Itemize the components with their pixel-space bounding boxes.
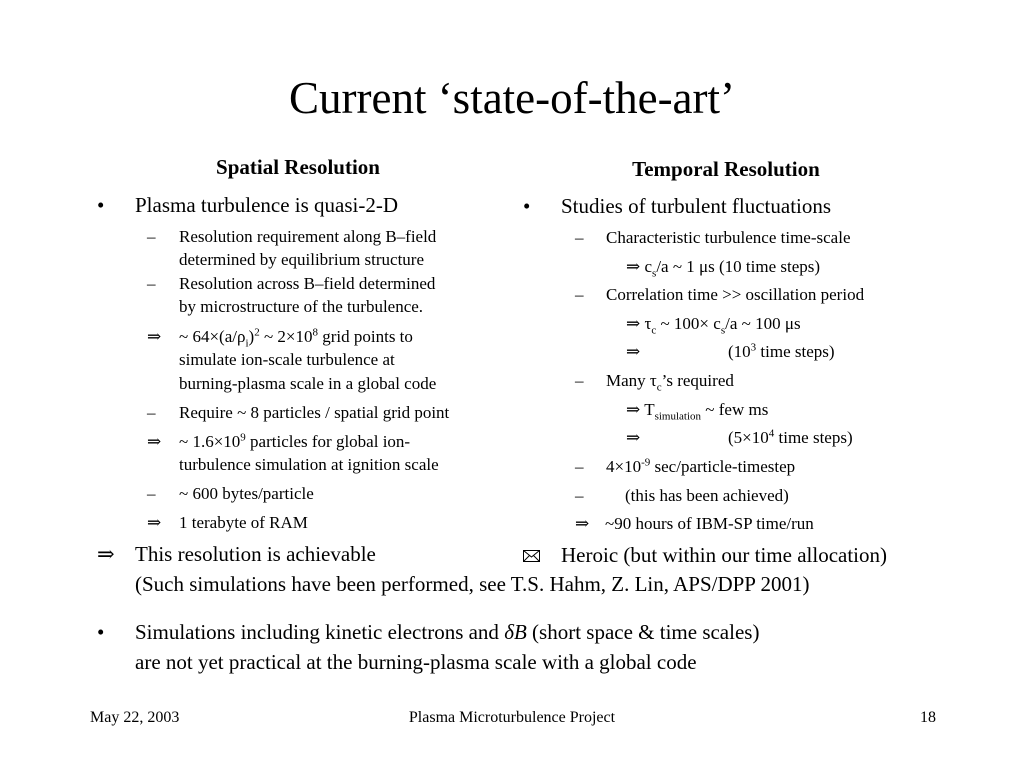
implies-icon: ⇒ xyxy=(575,514,590,533)
tau-line: ⇒ $\tau_c$ ~ $100\times c_s/a$ ~ 100 μs xyxy=(626,314,801,337)
ram-requirement: 1 terabyte of RAM xyxy=(179,513,308,532)
dash-icon: – xyxy=(147,484,156,503)
particles-per-grid: Require ~ 8 particles / spatial grid point xyxy=(179,403,450,422)
implies-icon: ⇒ xyxy=(626,428,641,447)
cs-line: ⇒ $c_s/a$ ~ 1 μs (10 time steps) xyxy=(626,257,821,280)
implies-icon: ⇒ xyxy=(626,400,641,419)
temporal-resolution-heading: Temporal Resolution xyxy=(632,157,820,181)
dash-icon: – xyxy=(147,274,156,293)
sub1-line2: determined by equilibrium structure xyxy=(179,250,425,269)
footer-project: Plasma Microturbulence Project xyxy=(408,709,616,726)
footer-date: May 22, 2003 xyxy=(90,709,180,726)
envelope-icon xyxy=(523,544,540,568)
implies-icon: ⇒ xyxy=(147,432,162,451)
sub2-line2: by microstructure of the turbulence. xyxy=(179,297,424,316)
turbulence-timescale: Characteristic turbulence time-scale xyxy=(606,228,851,247)
grid-points-line3: burning-plasma scale in a global code xyxy=(179,374,437,393)
many-tau-required: Many $\tau_c’s$ required xyxy=(606,371,734,394)
implies-icon: ⇒ xyxy=(626,257,641,276)
dash-icon: – xyxy=(575,486,584,505)
bytes-per-particle: ~ 600 bytes/particle xyxy=(179,484,314,503)
right-main-bullet: Studies of turbulent fluctuations xyxy=(561,194,832,218)
achieved-note: (this has been achieved) xyxy=(625,486,789,505)
particle-timestep-rate: $4\times 10^{-9}$ sec/particle-timestep xyxy=(606,456,796,476)
ibm-sp-hours: ~90 hours of IBM-SP time/run xyxy=(605,514,814,533)
kinetic-electrons-line1: Simulations including kinetic electrons and δB (short space & time scales) xyxy=(135,620,760,644)
tsim-line: ⇒ $T_{simulation}$ ~ few ms xyxy=(626,400,769,423)
sub1-line1: Resolution requirement along B–field xyxy=(179,227,437,246)
implies-icon: ⇒ xyxy=(626,342,641,361)
footer-page-number: 18 xyxy=(920,709,936,726)
correlation-time: Correlation time >> oscillation period xyxy=(606,285,865,304)
bullet-icon: • xyxy=(523,194,531,218)
implies-icon: ⇒ xyxy=(626,314,641,333)
implies-icon: ⇒ xyxy=(97,542,115,566)
kinetic-electrons-line2: are not yet practical at the burning-plasma scale with a global code xyxy=(135,650,697,674)
implies-icon: ⇒ xyxy=(147,513,162,532)
sub2-line1: Resolution across B–field determined xyxy=(179,274,436,293)
dash-icon: – xyxy=(147,227,156,246)
resolution-achievable: This resolution is achievable xyxy=(135,542,376,566)
steps-1000: ($10^3$ time steps) xyxy=(728,341,835,361)
left-main-bullet: Plasma turbulence is quasi-2-D xyxy=(135,193,399,217)
slide-title: Current ‘state-of-the-art’ xyxy=(288,73,736,123)
implies-icon: ⇒ xyxy=(147,327,162,346)
dash-icon: – xyxy=(575,457,584,476)
bullet-icon: • xyxy=(97,193,105,217)
steps-50000: ($5\times 10^4$ time steps) xyxy=(728,427,853,447)
dash-icon: – xyxy=(575,371,584,390)
spatial-resolution-heading: Spatial Resolution xyxy=(216,155,380,179)
dash-icon: – xyxy=(575,228,584,247)
dash-icon: – xyxy=(575,285,584,304)
envelope-icon xyxy=(523,550,540,562)
dash-icon: – xyxy=(147,403,156,422)
global-particles-line1: ~ $1.6\times 10^9$ particles for global ion- xyxy=(179,431,411,451)
grid-points-line1: ~ $64\times(a/\rho_i)^2$ ~ $2\times 10^8$ grid points to xyxy=(179,326,413,350)
global-particles-line2: turbulence simulation at ignition scale xyxy=(179,455,439,474)
bullet-icon: • xyxy=(97,620,105,644)
grid-points-line2: simulate ion-scale turbulence at xyxy=(179,350,395,369)
citation: (Such simulations have been performed, see T.S. Hahm, Z. Lin, APS/DPP 2001) xyxy=(135,572,810,596)
heroic-note: Heroic (but within our time allocation) xyxy=(561,543,887,567)
